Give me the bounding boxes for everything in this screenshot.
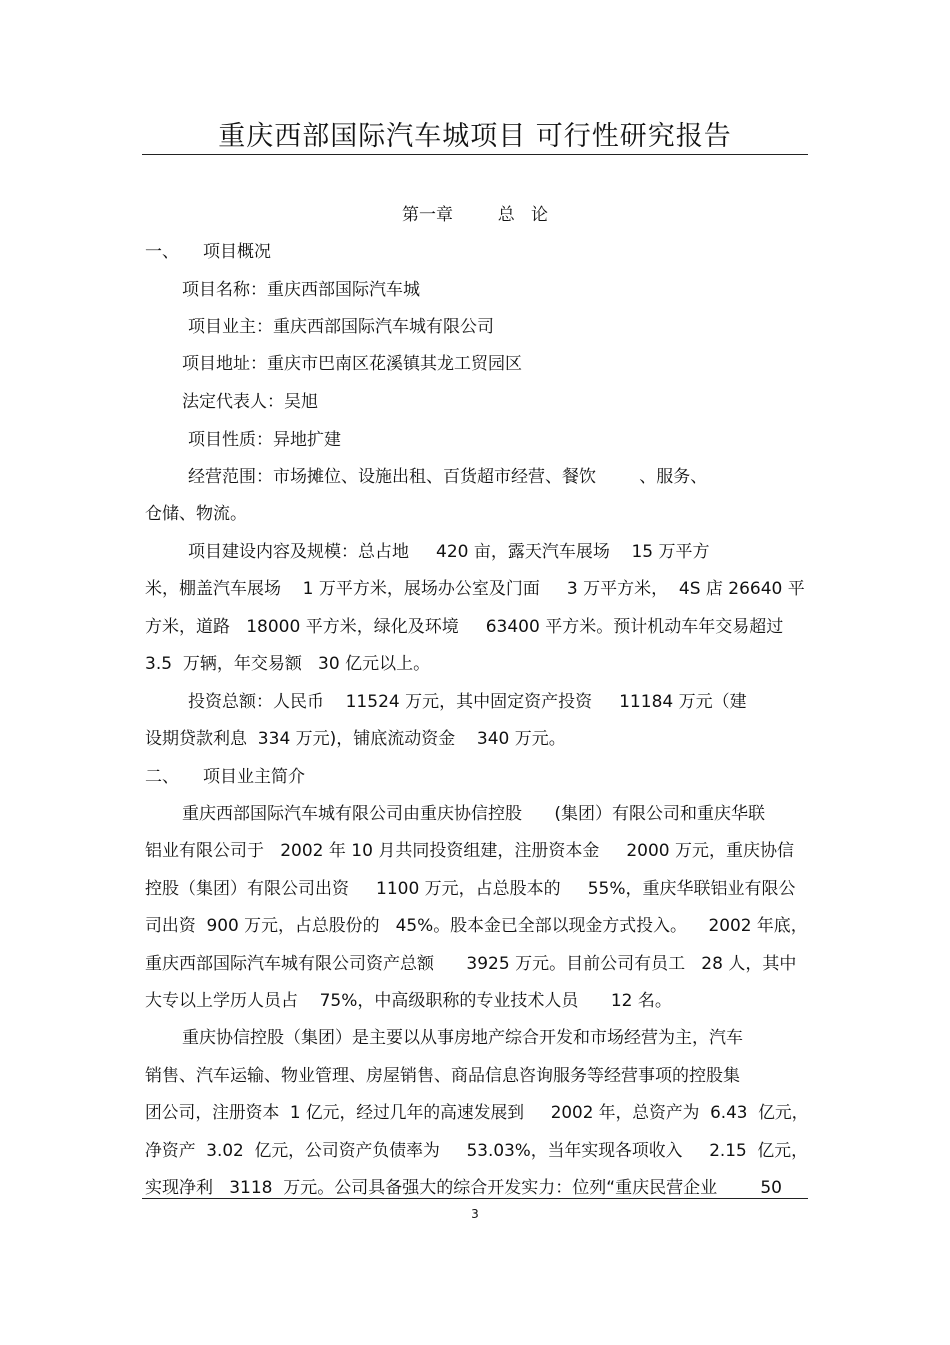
section-number: 一、 [145,242,179,262]
paragraph-line: 实现净利 3118 万元。公司具备强大的综合开发实力：位列“重庆民营企业 50 [145,1178,782,1198]
paragraph-line: 项目性质：异地扩建 [188,430,341,450]
paragraph-line: 大专以上学历人员占 75%，中高级职称的专业技术人员 12 名。 [145,991,672,1011]
footer-rule [142,1198,808,1199]
chapter-number: 第一章 [401,205,453,225]
paragraph-line: 3.5 万辆，年交易额 30 亿元以上。 [145,654,431,674]
paragraph-line: 设期贷款利息 334 万元)，铺底流动资金 340 万元。 [145,729,566,749]
document-title: 重庆西部国际汽车城项目 可行性研究报告 [218,121,732,152]
paragraph-line: 销售、汽车运输、物业管理、房屋销售、商品信息咨询服务等经营事项的控股集 [145,1066,740,1086]
paragraph-line: 控股（集团）有限公司出资 1100 万元，占总股本的 55%，重庆华联铝业有限公 [145,879,796,899]
title-underline [142,154,808,155]
chapter-name: 总 论 [497,205,549,225]
paragraph-line: 团公司，注册资本 1 亿元，经过几年的高速发展到 2002 年，总资产为 6.43 亿元， [145,1103,809,1123]
section-title: 项目业主简介 [203,767,305,787]
paragraph-line: 米，棚盖汽车展场 1 万平方米，展场办公室及门面 3 万平方米， 4S 店 26640 平 [145,579,805,599]
section-heading-2 [145,762,305,787]
paragraph-line: 项目地址：重庆市巴南区花溪镇其龙工贸园区 [182,354,522,374]
paragraph-line: 方米，道路 18000 平方米，绿化及环境 63400 平方米。预计机动车年交易超过 [145,617,784,637]
paragraph-line: 重庆协信控股（集团）是主要以从事房地产综合开发和市场经营为主，汽车 [182,1028,743,1048]
paragraph-line: 法定代表人：吴旭 [182,392,318,412]
paragraph-line: 项目名称：重庆西部国际汽车城 [182,280,420,300]
section-number: 二、 [145,767,179,787]
paragraph-line: 净资产 3.02 亿元，公司资产负债率为 53.03%，当年实现各项收入 2.15 亿元， [145,1141,808,1161]
section-heading-1 [145,237,271,262]
chapter-heading [0,200,950,225]
paragraph-line: 司出资 900 万元，占总股份的 45%。股本金已全部以现金方式投入。 2002 年底， [145,916,808,936]
paragraph-line: 投资总额：人民币 11524 万元，其中固定资产投资 11184 万元（建 [188,692,747,712]
paragraph-line: 重庆西部国际汽车城有限公司资产总额 3925 万元。目前公司有员工 28 人，其中 [145,954,797,974]
paragraph-line: 仓储、物流。 [145,504,247,524]
paragraph-line: 铝业有限公司于 2002 年 10 月共同投资组建，注册资本金 2000 万元，重庆协信 [145,841,795,861]
paragraph-line: 项目业主：重庆西部国际汽车城有限公司 [188,317,494,337]
paragraph-line: 重庆西部国际汽车城有限公司由重庆协信控股 (集团）有限公司和重庆华联 [182,804,766,824]
section-title: 项目概况 [203,242,271,262]
paragraph-line: 经营范围：市场摊位、设施出租、百货超市经营、餐饮 、服务、 [188,467,708,487]
page-number: 3 [471,1207,479,1221]
paragraph-line: 项目建设内容及规模：总占地 420 亩，露天汽车展场 15 万平方 [188,542,710,562]
